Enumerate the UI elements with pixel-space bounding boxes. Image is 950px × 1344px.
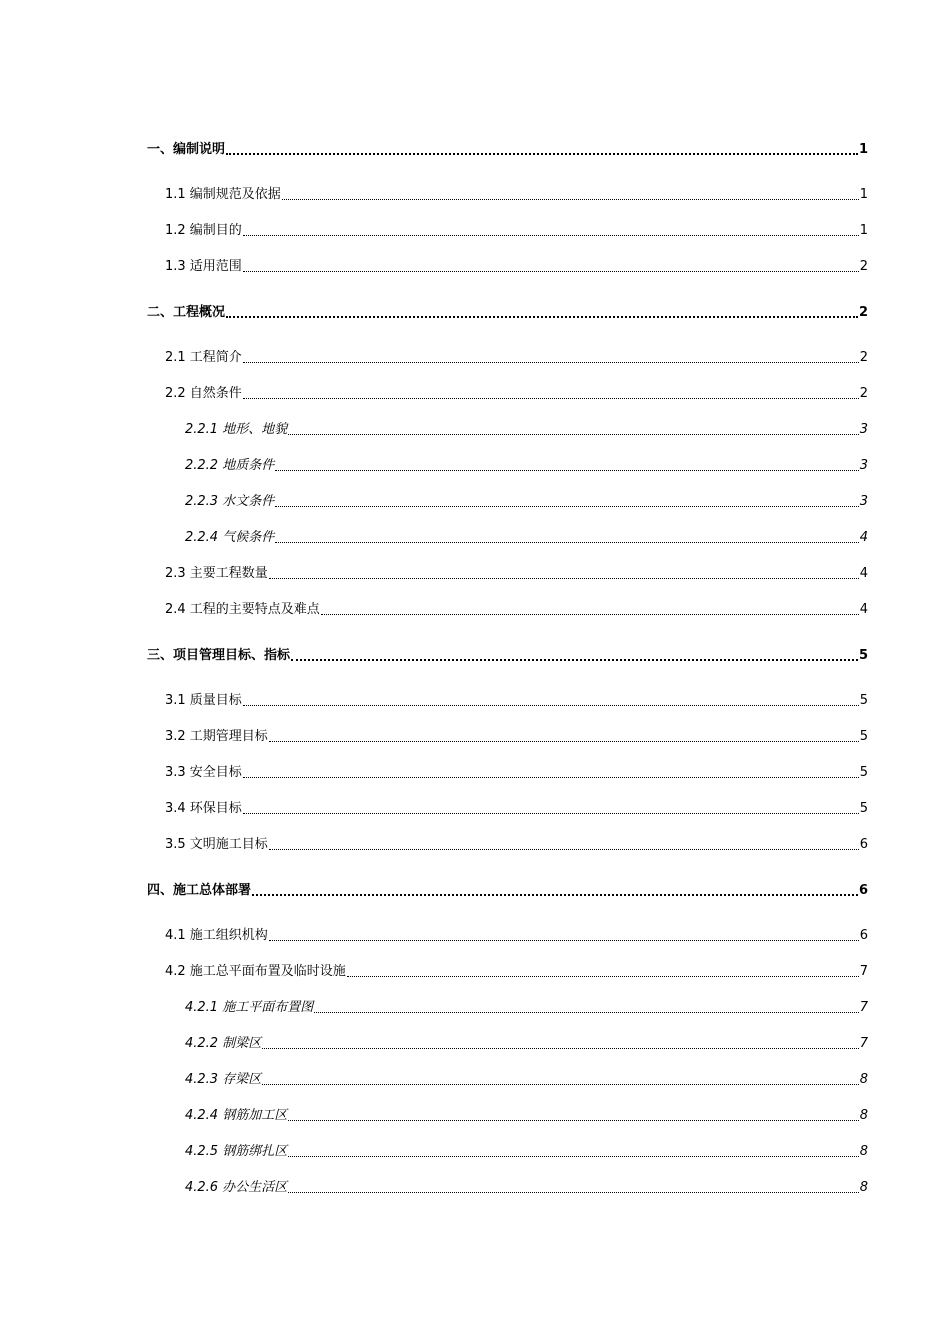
toc-entry-title: 4.2.1 施工平面布置图 [185, 1000, 314, 1015]
toc-entry[interactable] [185, 1107, 868, 1125]
toc-entry-page-number: 5 [859, 729, 868, 744]
toc-dot-leader [269, 740, 859, 742]
toc-entry-page-number: 3 [859, 422, 868, 437]
toc-entry-page-number: 8 [859, 1144, 868, 1159]
toc-entry[interactable] [165, 385, 868, 403]
toc-dot-leader [243, 776, 859, 778]
toc-entry-title: 4.2.6 办公生活区 [185, 1180, 288, 1195]
toc-entry-title: 1.3 适用范围 [165, 259, 242, 274]
toc-entry-title: 2.1 工程简介 [165, 350, 242, 365]
toc-entry-page-number: 4 [859, 530, 868, 545]
toc-entry-title: 2.2 自然条件 [165, 386, 242, 401]
toc-entry[interactable] [165, 692, 868, 710]
toc-entry-page-number: 6 [859, 837, 868, 852]
toc-dot-leader [243, 234, 859, 236]
toc-entry-page-number: 6 [859, 928, 868, 943]
toc-dot-leader [288, 1119, 859, 1121]
toc-entry[interactable] [165, 222, 868, 240]
toc-entry[interactable] [165, 800, 868, 818]
toc-dot-leader [262, 1083, 859, 1085]
toc-entry-page-number: 7 [859, 964, 868, 979]
toc-entry[interactable] [185, 1071, 868, 1089]
toc-entry-title: 4.2.2 制梁区 [185, 1036, 262, 1051]
toc-entry-title: 3.2 工期管理目标 [165, 729, 268, 744]
toc-entry-page-number: 4 [859, 602, 868, 617]
toc-dot-leader [243, 361, 859, 363]
toc-dot-leader [226, 315, 858, 318]
toc-entry[interactable] [165, 963, 868, 981]
toc-dot-leader [243, 397, 859, 399]
toc-entry-title: 3.1 质量目标 [165, 693, 242, 708]
toc-dot-leader [288, 1191, 859, 1193]
toc-entry[interactable] [165, 349, 868, 367]
toc-dot-leader [275, 541, 859, 543]
toc-entry-title: 3.3 安全目标 [165, 765, 242, 780]
toc-entry-title: 二、工程概况 [147, 305, 226, 320]
toc-dot-leader [282, 198, 859, 200]
toc-entry-title: 2.2.3 水文条件 [185, 494, 275, 509]
toc-entry[interactable] [165, 601, 868, 619]
toc-entry[interactable] [185, 1179, 868, 1197]
toc-entry[interactable] [165, 728, 868, 746]
toc-entry[interactable] [185, 421, 868, 439]
toc-entry-page-number: 1 [858, 142, 868, 157]
toc-entry-title: 四、施工总体部署 [147, 883, 252, 898]
toc-entry-title: 4.2 施工总平面布置及临时设施 [165, 964, 346, 979]
toc-entry-title: 三、项目管理目标、指标 [147, 648, 291, 663]
toc-entry-page-number: 5 [859, 765, 868, 780]
toc-entry-page-number: 5 [858, 648, 868, 663]
toc-entry-page-number: 7 [859, 1036, 868, 1051]
toc-entry-title: 2.2.1 地形、地貌 [185, 422, 288, 437]
toc-entry-page-number: 7 [859, 1000, 868, 1015]
toc-entry-page-number: 2 [859, 259, 868, 274]
toc-entry[interactable] [185, 529, 868, 547]
toc-entry[interactable] [185, 493, 868, 511]
toc-dot-leader [226, 152, 858, 155]
toc-entry-title: 1.1 编制规范及依据 [165, 187, 281, 202]
toc-dot-leader [243, 812, 859, 814]
toc-entry[interactable] [147, 141, 868, 159]
toc-entry[interactable] [185, 999, 868, 1017]
toc-dot-leader [243, 270, 859, 272]
toc-dot-leader [275, 505, 859, 507]
toc-entry-page-number: 8 [859, 1072, 868, 1087]
toc-entry-page-number: 2 [858, 305, 868, 320]
toc-entry-title: 4.2.5 钢筋绑扎区 [185, 1144, 288, 1159]
toc-dot-leader [288, 433, 859, 435]
toc-entry-title: 3.4 环保目标 [165, 801, 242, 816]
toc-entry-title: 1.2 编制目的 [165, 223, 242, 238]
toc-entry-page-number: 8 [859, 1108, 868, 1123]
toc-entry-title: 4.2.3 存梁区 [185, 1072, 262, 1087]
toc-entry[interactable] [185, 1035, 868, 1053]
toc-entry-page-number: 3 [859, 458, 868, 473]
toc-dot-leader [321, 613, 859, 615]
toc-entry[interactable] [185, 457, 868, 475]
toc-entry-page-number: 3 [859, 494, 868, 509]
toc-dot-leader [288, 1155, 859, 1157]
toc-entry-title: 4.1 施工组织机构 [165, 928, 268, 943]
toc-entry-page-number: 2 [859, 350, 868, 365]
toc-entry[interactable] [185, 1143, 868, 1161]
toc-entry-page-number: 2 [859, 386, 868, 401]
toc-entry-page-number: 6 [858, 883, 868, 898]
toc-entry[interactable] [165, 258, 868, 276]
toc-entry-title: 2.3 主要工程数量 [165, 566, 268, 581]
toc-entry-page-number: 8 [859, 1180, 868, 1195]
toc-dot-leader [252, 893, 858, 896]
toc-entry-title: 2.2.2 地质条件 [185, 458, 275, 473]
toc-dot-leader [291, 658, 858, 661]
toc-entry-title: 一、编制说明 [147, 142, 226, 157]
toc-entry[interactable] [165, 565, 868, 583]
toc-entry-page-number: 1 [859, 187, 868, 202]
toc-entry[interactable] [165, 764, 868, 782]
toc-entry-page-number: 1 [859, 223, 868, 238]
toc-entry-page-number: 5 [859, 801, 868, 816]
toc-entry[interactable] [165, 186, 868, 204]
toc-entry-page-number: 5 [859, 693, 868, 708]
toc-entry-page-number: 4 [859, 566, 868, 581]
toc-entry[interactable] [165, 836, 868, 854]
toc-entry-title: 4.2.4 钢筋加工区 [185, 1108, 288, 1123]
toc-entry[interactable] [147, 304, 868, 322]
toc-entry[interactable] [165, 927, 868, 945]
toc-dot-leader [262, 1047, 859, 1049]
toc-dot-leader [269, 577, 859, 579]
toc-dot-leader [269, 939, 859, 941]
toc-entry-title: 2.2.4 气候条件 [185, 530, 275, 545]
toc-dot-leader [275, 469, 859, 471]
toc-entry-title: 3.5 文明施工目标 [165, 837, 268, 852]
toc-dot-leader [314, 1011, 859, 1013]
toc-dot-leader [269, 848, 859, 850]
toc-dot-leader [347, 975, 859, 977]
toc-entry[interactable] [147, 882, 868, 900]
toc-entry-title: 2.4 工程的主要特点及难点 [165, 602, 320, 617]
toc-entry[interactable] [147, 647, 868, 665]
toc-dot-leader [243, 704, 859, 706]
